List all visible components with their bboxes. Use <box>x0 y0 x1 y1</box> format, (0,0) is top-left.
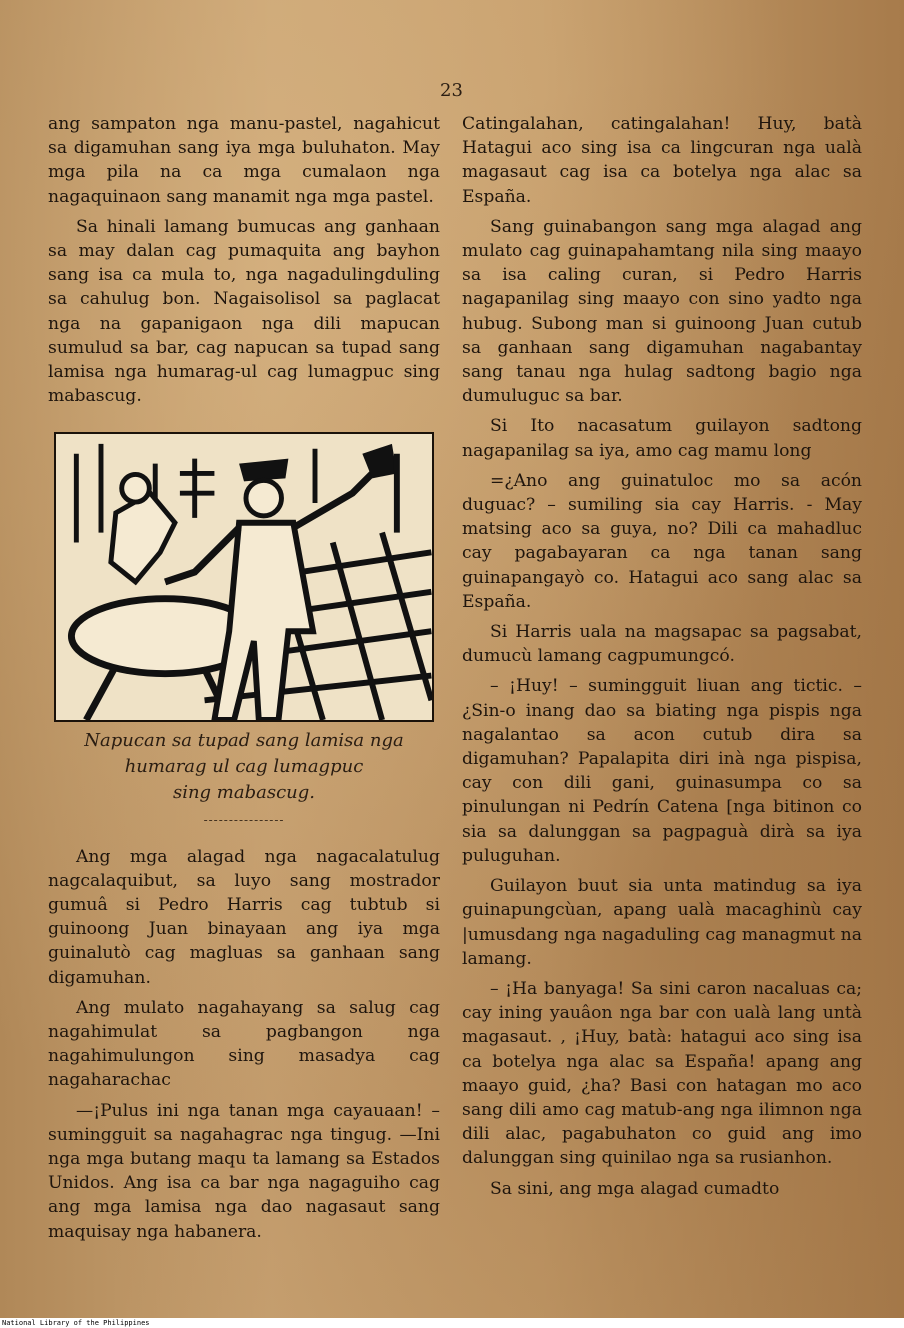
paragraph: Ang mga alagad nga nagacalatulug nagcalaquibut, sa luyo sang mostrador gumuâ si Pedro Harris cag tubtub si guinoong Juan binayaan ang iya mga guinalutò cag magluas sa ganhaan sang digamuhan. <box>48 846 440 988</box>
caption-line: humarag ul cag lumagpuc <box>124 756 364 778</box>
paragraph: – ¡Huy! – sumingguit liuan ang tictic. – ¿Sin-o inang dao sa biating nga pispis nga nagalantao sa acon cutub dira sa digamuhan? Papalapita diri inà nga pispisa, cay con dili gani, guinasumpa co sa pinulungan ni Pedrín Catena [nga bitinon co sia sa dalunggan sa pagpaguà dirà sa iya puluguhan. <box>462 676 862 866</box>
right-column <box>462 112 862 1207</box>
caption-line: sing mabascug. <box>172 782 316 804</box>
paragraph: Sa sini, ang mga alagad cumadto <box>490 1178 780 1199</box>
caption-line: Napucan sa tupad sang lamisa nga <box>84 730 404 752</box>
paragraph: Sang guinabangon sang mga alagad ang mulato cag guinapahamtang nila sing maayo sa isa caling curan, si Pedro Harris nagapanilag sing maayo con sino yadto nga hubug. Subong man si guinoong Juan cutub sa ganhaan sang digamuhan nagabantay sang tanau nga hulag sadtong bagio nga dumuluguc sa bar. <box>462 216 862 407</box>
paragraph: Sa hinali lamang bumucas ang ganhaan sa may dalan cag pumaquita ang bayhon sang isa ca mula to, nga nagadulingduling sa cahulug bon. Nagaisolisol sa paglacat nga na gapanigaon nga dili mapucan sumulud sa bar, cag napucan sa tupad sang lamisa nga humarag-ul cag lumagpuc sing mabascug. <box>48 216 440 407</box>
footer-credit: National Library of the Philippines <box>2 1319 150 1327</box>
figure-caption <box>48 728 440 806</box>
paragraph: Si Ito nacasatum guilayon sadtong nagapanilag sa iya, amo cag mamu long <box>462 416 862 461</box>
paragraph: Catingalahan, catingalahan! Huy, batà Hatagui aco sing isa ca lingcuran nga ualà magasaut cag isa ca botelya nga alac sa España. <box>462 114 862 207</box>
illustration-drawing <box>56 434 432 720</box>
paragraph: Guilayon buut sia unta matindug sa iya guinapungcùan, apang ualà macaghinù cay |umusdang nga nagaduling cag managmut na lamang. <box>462 876 862 969</box>
paragraph: – ¡Ha banyaga! Sa sini caron nacaluas ca; cay ining yauâon nga bar con ualà lang untà magasaut. , ¡Huy, batà: hatagui aco sing isa ca botelya nga alac sa España! apang ang maayo guid, ¿ha? Basi con hatagan mo aco sang dili amo cag matub-ang nga ilimnon nga dili alac, pagabuhaton co guid ang imo dalunggan sing quinilao nga sa rusianhon. <box>462 978 862 1169</box>
page-number: 23 <box>440 80 463 101</box>
paragraph: Ang mulato nagahayang sa salug cag nagahimulat sa pagbangon nga nagahimulungon sing masadya cag nagaharachac <box>48 997 440 1091</box>
paragraph: ang sampaton nga manu-pastel, nagahicut sa digamuhan sang iya mga buluhaton. May mga pila na ca mga cumalaon nga nagaquinaon sang manamit nga mga pastel. <box>48 114 440 207</box>
paragraph: —¡Pulus ini nga tanan mga cayauaan! – sumingguit sa nagahagrac nga tingug. —Ini nga mga butang maqu ta lamang sa Estados Unidos. Ang isa ca bar nga nagaguiho cag ang mga lamisa nga dao nagasaut sang maquisay nga habanera. <box>48 1100 440 1242</box>
paragraph: Si Harris uala na magsapac sa pagsabat, dumucù lamang cagpumungcó. <box>462 622 862 667</box>
caption-divider: ---------------- <box>203 813 285 828</box>
paragraph: =¿Ano ang guinatuloc mo sa acón duguac? – sumiling sia cay Harris. - May matsing aco sa guya, no? Dili ca mahadluc cay pagabayaran ca nga tanan sang guinapangayò co. Hatagui aco sang alac sa España. <box>462 470 862 612</box>
woodcut-illustration <box>54 432 434 722</box>
left-column <box>48 112 440 1250</box>
